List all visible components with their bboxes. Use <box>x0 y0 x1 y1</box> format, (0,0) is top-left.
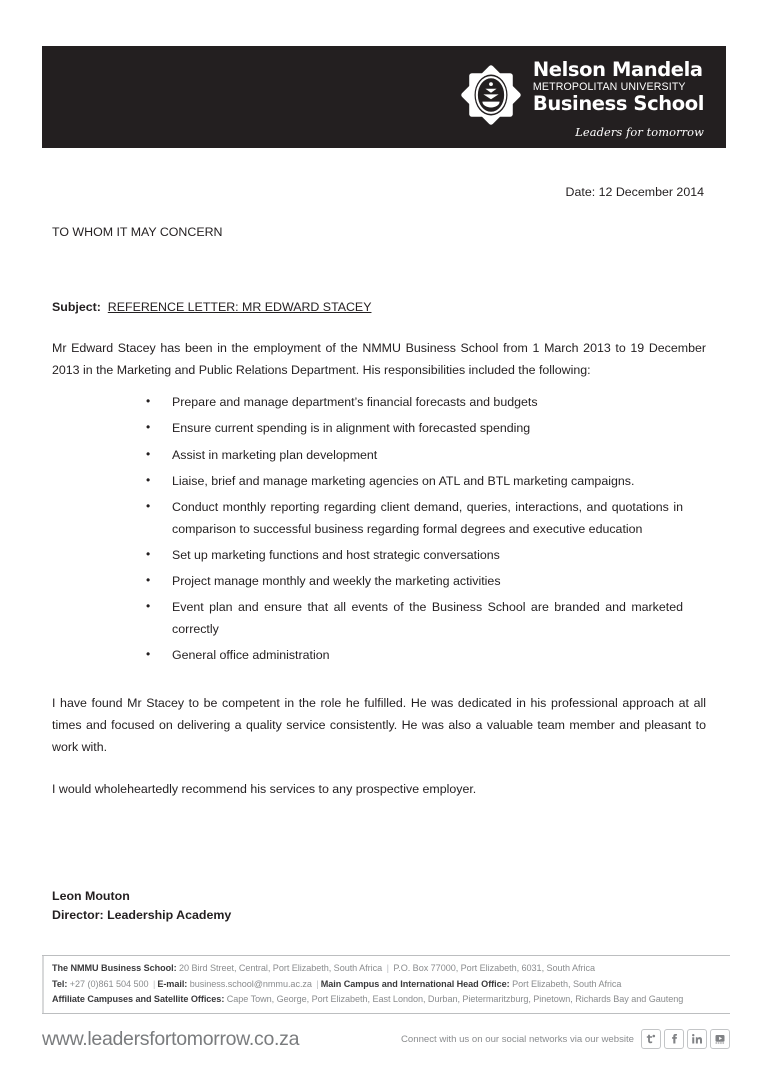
signature-name: Leon Mouton <box>52 888 130 903</box>
list-item: • Assist in marketing plan development <box>140 444 683 466</box>
page-footer <box>42 955 730 1051</box>
footer-value-affiliate: Cape Town, George, Port Elizabeth, East London, Durban, Pietermaritzburg, Pinetown, Richards Bay and Gauteng <box>224 994 684 1005</box>
facebook-icon[interactable] <box>664 1029 684 1049</box>
logo-tagline: Leaders for tomorrow <box>575 124 704 139</box>
footer-contact-lines <box>42 956 730 1013</box>
footer-separator: | <box>316 978 319 989</box>
list-item: • Ensure current spending is in alignment with forecasted spending <box>140 417 683 439</box>
footer-separator: | <box>153 978 156 989</box>
list-item: • Set up marketing functions and host strategic conversations <box>140 544 683 566</box>
logo-line-business-school: Business School <box>532 92 704 116</box>
list-item: • Conduct monthly reporting regarding client demand, queries, interactions, and quotations in comparison to successful business regarding formal degrees and executive education <box>140 496 683 540</box>
footer-line-address <box>52 961 730 977</box>
closing-paragraph-2: I would wholeheartedly recommend his services to any prospective employer. <box>52 782 477 797</box>
signature-title: Director: Leadership Academy <box>52 907 232 922</box>
letter-subject <box>52 301 706 313</box>
logo-wordmark <box>533 60 704 138</box>
subject-value: REFERENCE LETTER: MR EDWARD STACEY <box>107 299 372 314</box>
footer-label-tel: Tel: <box>52 978 68 989</box>
list-item: • Event plan and ensure that all events of the Business School are branded and marketed correctly <box>140 596 683 640</box>
header-banner <box>42 46 726 148</box>
responsibilities-list <box>52 391 706 666</box>
logo-line-metropolitan-university: METROPOLITAN UNIVERSITY <box>532 80 686 93</box>
list-item: • General office administration <box>140 644 683 666</box>
footer-value-tel: +27 (0)861 504 500 <box>67 978 151 989</box>
subject-label: Subject: <box>52 299 101 314</box>
footer-value-head-office: Port Elizabeth, South Africa <box>509 978 622 989</box>
linkedin-icon[interactable] <box>687 1029 707 1049</box>
footer-separator: | <box>386 963 389 973</box>
intro-paragraph: Mr Edward Stacey has been in the employment of the NMMU Business School from 1 March 2013 to 19 December 2013 in the Marketing and Public Relations Department. His responsibilities included the following: <box>52 341 706 378</box>
footer-value-email: business.school@nmmu.ac.za <box>187 978 315 989</box>
footer-label-email: E-mail: <box>157 978 188 989</box>
letter-date: Date: 12 December 2014 <box>565 185 704 199</box>
social-connect-group <box>401 1029 730 1049</box>
list-item: • Prepare and manage department’s financial forecasts and budgets <box>140 391 683 413</box>
footer-label-affiliate: Affiliate Campuses and Satellite Offices: <box>52 994 225 1005</box>
letter-addressee: TO WHOM IT MAY CONCERN <box>52 225 223 240</box>
connect-text: Connect with us on our social networks via our website <box>400 1033 634 1045</box>
logo-line-nelson-mandela: Nelson Mandela <box>532 58 703 81</box>
twitter-icon[interactable] <box>641 1029 661 1049</box>
footer-label-school: The NMMU Business School: <box>52 963 177 973</box>
footer-bottom-bar <box>42 1028 730 1051</box>
footer-value-postal: P.O. Box 77000, Port Elizabeth, 6031, South Africa <box>390 963 595 973</box>
list-item: • Project manage monthly and weekly the marketing activities <box>140 570 683 592</box>
closing-paragraph-1: I have found Mr Stacey to be competent in the role he fulfilled. He was dedicated in his professional approach at all times and focused on delivering a quality service consistently. He was also a valuable team member and pleasant to work with. <box>52 696 706 755</box>
signature-block <box>52 887 706 925</box>
footer-value-street: 20 Bird Street, Central, Port Elizabeth, South Africa <box>176 963 385 973</box>
list-item: • Liaise, brief and manage marketing agencies on ATL and BTL marketing campaigns. <box>140 470 683 492</box>
footer-line-contact <box>52 977 730 993</box>
footer-bottom-rule <box>42 1013 730 1014</box>
letter-body <box>52 186 706 925</box>
nmmu-star-emblem-icon <box>458 62 524 128</box>
footer-line-campuses <box>52 992 730 1008</box>
nmmu-business-school-logo <box>458 60 704 138</box>
footer-label-head-office: Main Campus and International Head Office: <box>320 978 510 989</box>
closing-block <box>52 692 706 800</box>
website-url[interactable]: www.leadersfortomorrow.co.za <box>42 1027 300 1050</box>
social-icon-row <box>641 1029 730 1049</box>
youtube-icon[interactable] <box>710 1029 730 1049</box>
